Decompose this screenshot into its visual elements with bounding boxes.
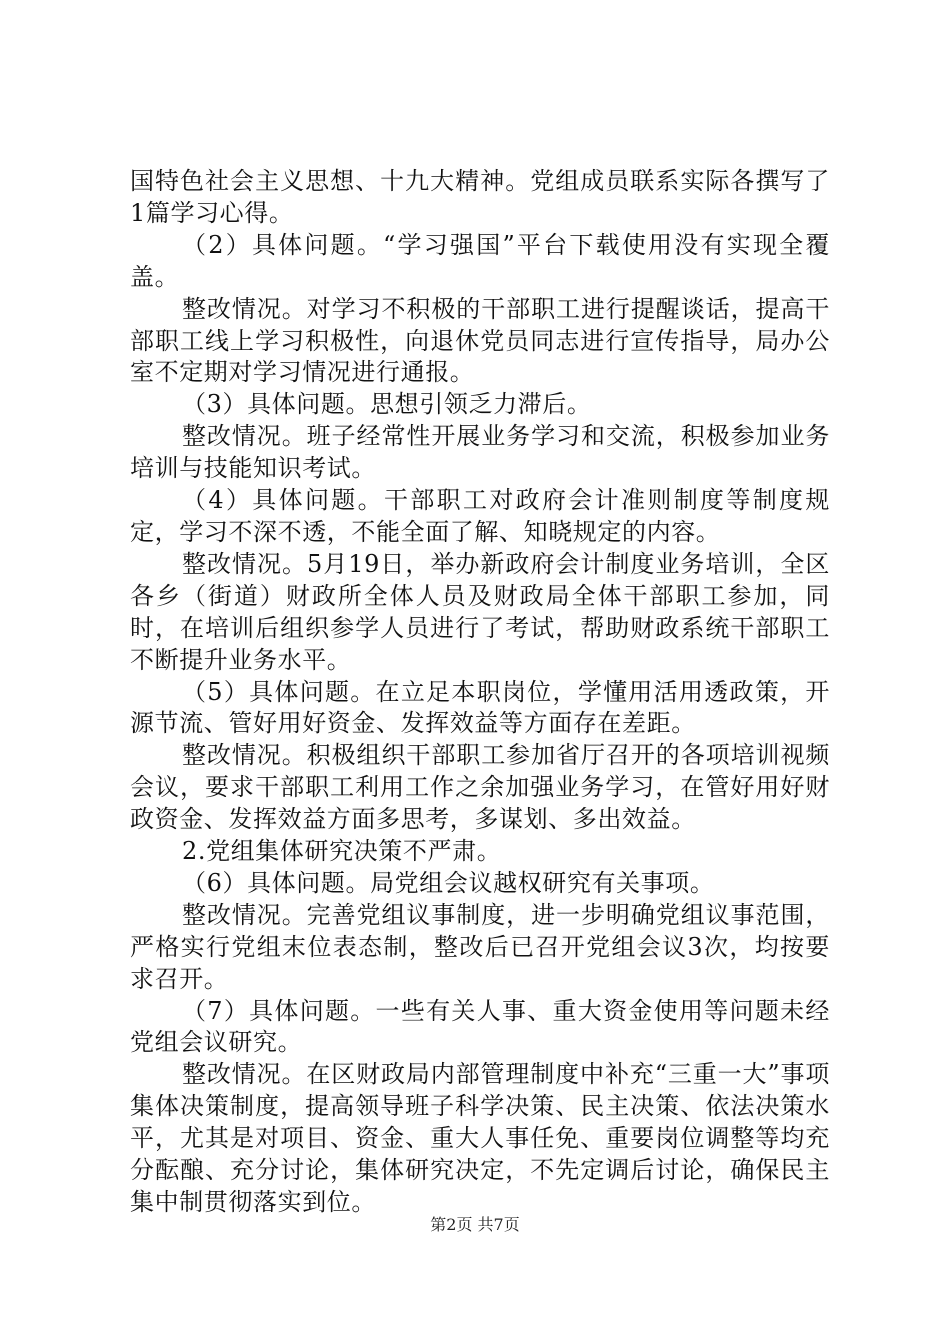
paragraph-13: 整改情况。在区财政局内部管理制度中补充“三重一大”事项集体决策制度，提高领导班子科学决策、民主决策、依法决策水平，尤其是对项目、资金、重大人事任免、重要岗位调整等均充分酝酿、充分讨论，集体研究决定，不先定调后讨论，确保民主集中制贯彻落实到位。 bbox=[130, 1060, 830, 1216]
paragraph-7: （5）具体问题。在立足本职岗位，学懂用活用透政策，开源节流、管好用好资金、发挥效益等方面存在差距。 bbox=[130, 677, 830, 738]
paragraph-0: 国特色社会主义思想、十九大精神。党组成员联系实际各撰写了1篇学习心得。 bbox=[130, 167, 830, 227]
paragraph-12: （7）具体问题。一些有关人事、重大资金使用等问题未经党组会议研究。 bbox=[130, 996, 830, 1057]
paragraph-3: （3）具体问题。思想引领乏力滞后。 bbox=[182, 390, 592, 419]
document-body bbox=[130, 166, 830, 1219]
paragraph-8: 整改情况。积极组织干部职工参加省厅召开的各项培训视频会议，要求干部职工利用工作之余加强业务学习，在管好用好财政资金、发挥效益方面多思考，多谋划、多出效益。 bbox=[130, 741, 830, 834]
paragraph-11: 整改情况。完善党组议事制度，进一步明确党组议事范围，严格实行党组末位表态制，整改后已召开党组会议3次，均按要求召开。 bbox=[130, 900, 830, 993]
paragraph-10: （6）具体问题。局党组会议越权研究有关事项。 bbox=[182, 868, 715, 897]
section-heading-2: 2.党组集体研究决策不严肃。 bbox=[182, 837, 502, 866]
paragraph-5: （4）具体问题。干部职工对政府会计准则制度等制度规定，学习不深不透，不能全面了解、知晓规定的内容。 bbox=[130, 486, 830, 546]
paragraph-1: （2）具体问题。“学习强国”平台下载使用没有实现全覆盖。 bbox=[130, 230, 830, 291]
paragraph-6: 整改情况。5月19日，举办新政府会计制度业务培训，全区各乡（街道）财政所全体人员及财政局全体干部职工参加，同时，在培训后组织参学人员进行了考试，帮助财政系统干部职工不断提升业务水平。 bbox=[130, 549, 830, 674]
paragraph-2: 整改情况。对学习不积极的干部职工进行提醒谈话，提高干部职工线上学习积极性，向退休党员同志进行宣传指导，局办公室不定期对学习情况进行通报。 bbox=[130, 294, 830, 387]
paragraph-4: 整改情况。班子经常性开展业务学习和交流，积极参加业务培训与技能知识考试。 bbox=[130, 422, 830, 483]
page-footer: 第2页 共7页 bbox=[430, 1215, 520, 1234]
